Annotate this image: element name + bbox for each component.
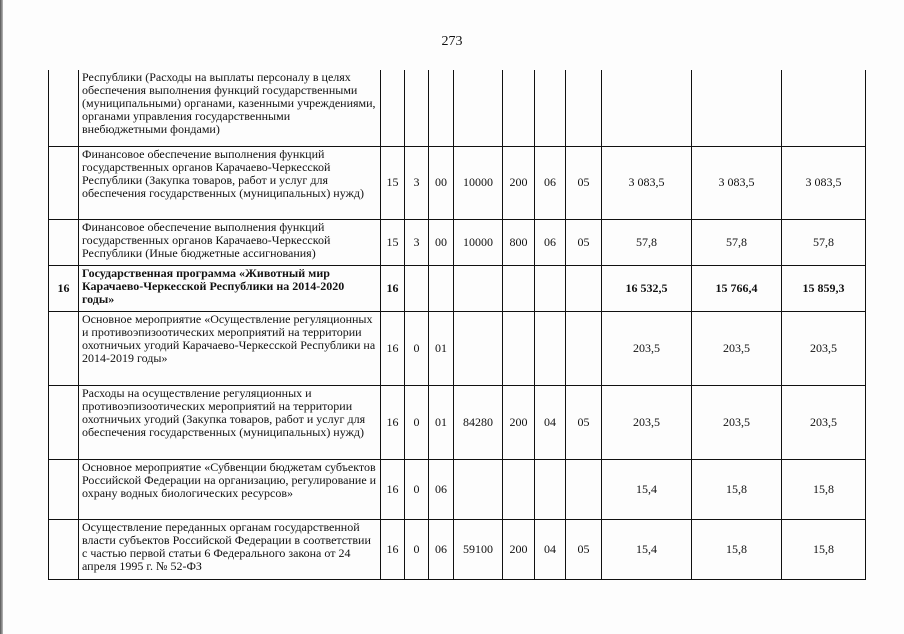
expense-type-cell: 200	[503, 146, 535, 219]
measure-code-cell: 06	[429, 459, 454, 519]
amount-year3-cell: 203,5	[782, 385, 866, 459]
measure-code-cell: 01	[429, 311, 454, 385]
table-row	[49, 459, 866, 519]
expense-type-cell: 800	[503, 219, 535, 265]
section-cell	[535, 265, 566, 311]
amount-year3-cell: 203,5	[782, 311, 866, 385]
table-row	[49, 219, 866, 265]
amount-year3-cell: 57,8	[782, 219, 866, 265]
subsection-cell	[566, 265, 602, 311]
expense-name-cell: Осуществление переданных органам государственной власти субъектов Российской Федерации в соответствии с частью первой статьи 6 Федерального закона от 24 апреля 1995 г. № 52-ФЗ	[79, 519, 381, 579]
amount-year2-cell	[692, 70, 782, 146]
amount-year1-cell: 15,4	[602, 519, 692, 579]
program-code-cell: 16	[381, 519, 405, 579]
section-cell	[535, 311, 566, 385]
direction-code-cell: 10000	[454, 146, 503, 219]
expense-type-cell: 200	[503, 385, 535, 459]
subprogram-code-cell: 0	[405, 311, 429, 385]
table-row	[49, 146, 866, 219]
row-number-cell	[49, 459, 79, 519]
amount-year2-cell: 3 083,5	[692, 146, 782, 219]
budget-table	[48, 70, 866, 580]
amount-year3-cell: 3 083,5	[782, 146, 866, 219]
amount-year3-cell: 15,8	[782, 519, 866, 579]
expense-type-cell	[503, 459, 535, 519]
direction-code-cell	[454, 311, 503, 385]
program-code-cell: 16	[381, 385, 405, 459]
subprogram-code-cell: 0	[405, 459, 429, 519]
measure-code-cell: 00	[429, 146, 454, 219]
program-code-cell	[381, 70, 405, 146]
expense-name-cell: Основное мероприятие «Осуществление регуляционных и противоэпизоотических мероприятий на территории охотничьих угодий Карачаево-Черкесской Республики на 2014-2019 годы»	[79, 311, 381, 385]
row-number-cell	[49, 385, 79, 459]
row-number-cell: 16	[49, 265, 79, 311]
row-number-cell	[49, 70, 79, 146]
measure-code-cell	[429, 265, 454, 311]
amount-year2-cell: 203,5	[692, 385, 782, 459]
subsection-cell	[566, 70, 602, 146]
amount-year1-cell: 57,8	[602, 219, 692, 265]
section-cell: 04	[535, 385, 566, 459]
subprogram-code-cell: 0	[405, 519, 429, 579]
row-number-cell	[49, 519, 79, 579]
direction-code-cell	[454, 70, 503, 146]
section-cell	[535, 70, 566, 146]
direction-code-cell: 84280	[454, 385, 503, 459]
table-row	[49, 385, 866, 459]
program-code-cell: 16	[381, 265, 405, 311]
amount-year3-cell	[782, 70, 866, 146]
amount-year2-cell: 15,8	[692, 519, 782, 579]
direction-code-cell: 10000	[454, 219, 503, 265]
subprogram-code-cell: 3	[405, 146, 429, 219]
subsection-cell: 05	[566, 385, 602, 459]
expense-type-cell	[503, 311, 535, 385]
subsection-cell: 05	[566, 519, 602, 579]
page-number: 273	[441, 34, 463, 49]
subprogram-code-cell	[405, 70, 429, 146]
amount-year1-cell: 203,5	[602, 311, 692, 385]
subsection-cell	[566, 311, 602, 385]
table-row	[49, 265, 866, 311]
measure-code-cell: 06	[429, 519, 454, 579]
expense-type-cell: 200	[503, 519, 535, 579]
subsection-cell: 05	[566, 219, 602, 265]
amount-year3-cell: 15,8	[782, 459, 866, 519]
row-number-cell	[49, 219, 79, 265]
row-number-cell	[49, 146, 79, 219]
amount-year1-cell: 203,5	[602, 385, 692, 459]
amount-year1-cell: 16 532,5	[602, 265, 692, 311]
table-row	[49, 70, 866, 146]
amount-year2-cell: 15 766,4	[692, 265, 782, 311]
subsection-cell	[566, 459, 602, 519]
measure-code-cell: 01	[429, 385, 454, 459]
amount-year2-cell: 57,8	[692, 219, 782, 265]
subsection-cell: 05	[566, 146, 602, 219]
expense-type-cell	[503, 70, 535, 146]
section-cell	[535, 459, 566, 519]
section-cell: 06	[535, 146, 566, 219]
direction-code-cell	[454, 459, 503, 519]
scan-edge	[0, 0, 3, 634]
program-code-cell: 16	[381, 311, 405, 385]
table-row	[49, 519, 866, 579]
expense-name-cell: Финансовое обеспечение выполнения функций государственных органов Карачаево-Черкесской Республики (Закупка товаров, работ и услуг для обеспечения государственных (муниципальных) нужд)	[79, 146, 381, 219]
subprogram-code-cell: 0	[405, 385, 429, 459]
section-cell: 04	[535, 519, 566, 579]
section-cell: 06	[535, 219, 566, 265]
expense-type-cell	[503, 265, 535, 311]
expense-name-cell: Финансовое обеспечение выполнения функций государственных органов Карачаево-Черкесской Республики (Иные бюджетные ассигнования)	[79, 219, 381, 265]
amount-year1-cell: 3 083,5	[602, 146, 692, 219]
program-code-cell: 15	[381, 146, 405, 219]
budget-table-body	[49, 70, 866, 579]
amount-year1-cell	[602, 70, 692, 146]
measure-code-cell: 00	[429, 219, 454, 265]
amount-year2-cell: 203,5	[692, 311, 782, 385]
subprogram-code-cell: 3	[405, 219, 429, 265]
measure-code-cell	[429, 70, 454, 146]
amount-year2-cell: 15,8	[692, 459, 782, 519]
amount-year1-cell: 15,4	[602, 459, 692, 519]
table-row	[49, 311, 866, 385]
expense-name-cell: Республики (Расходы на выплаты персоналу в целях обеспечения выполнения функций государственными (муниципальными) органами, казенными учреждениями, органами управления государственными внебюджетными фондами)	[79, 70, 381, 146]
direction-code-cell	[454, 265, 503, 311]
direction-code-cell: 59100	[454, 519, 503, 579]
row-number-cell	[49, 311, 79, 385]
program-code-cell: 16	[381, 459, 405, 519]
expense-name-cell: Расходы на осуществление регуляционных и противоэпизоотических мероприятий на территории охотничьих угодий (Закупка товаров, работ и услуг для обеспечения государственных (муниципальных) нужд)	[79, 385, 381, 459]
amount-year3-cell: 15 859,3	[782, 265, 866, 311]
expense-name-cell: Государственная программа «Животный мир Карачаево-Черкесской Республики на 2014-2020 годы»	[79, 265, 381, 311]
expense-name-cell: Основное мероприятие «Субвенции бюджетам субъектов Российской Федерации на организацию, регулирование и охрану водных биологических ресурсов»	[79, 459, 381, 519]
program-code-cell: 15	[381, 219, 405, 265]
subprogram-code-cell	[405, 265, 429, 311]
